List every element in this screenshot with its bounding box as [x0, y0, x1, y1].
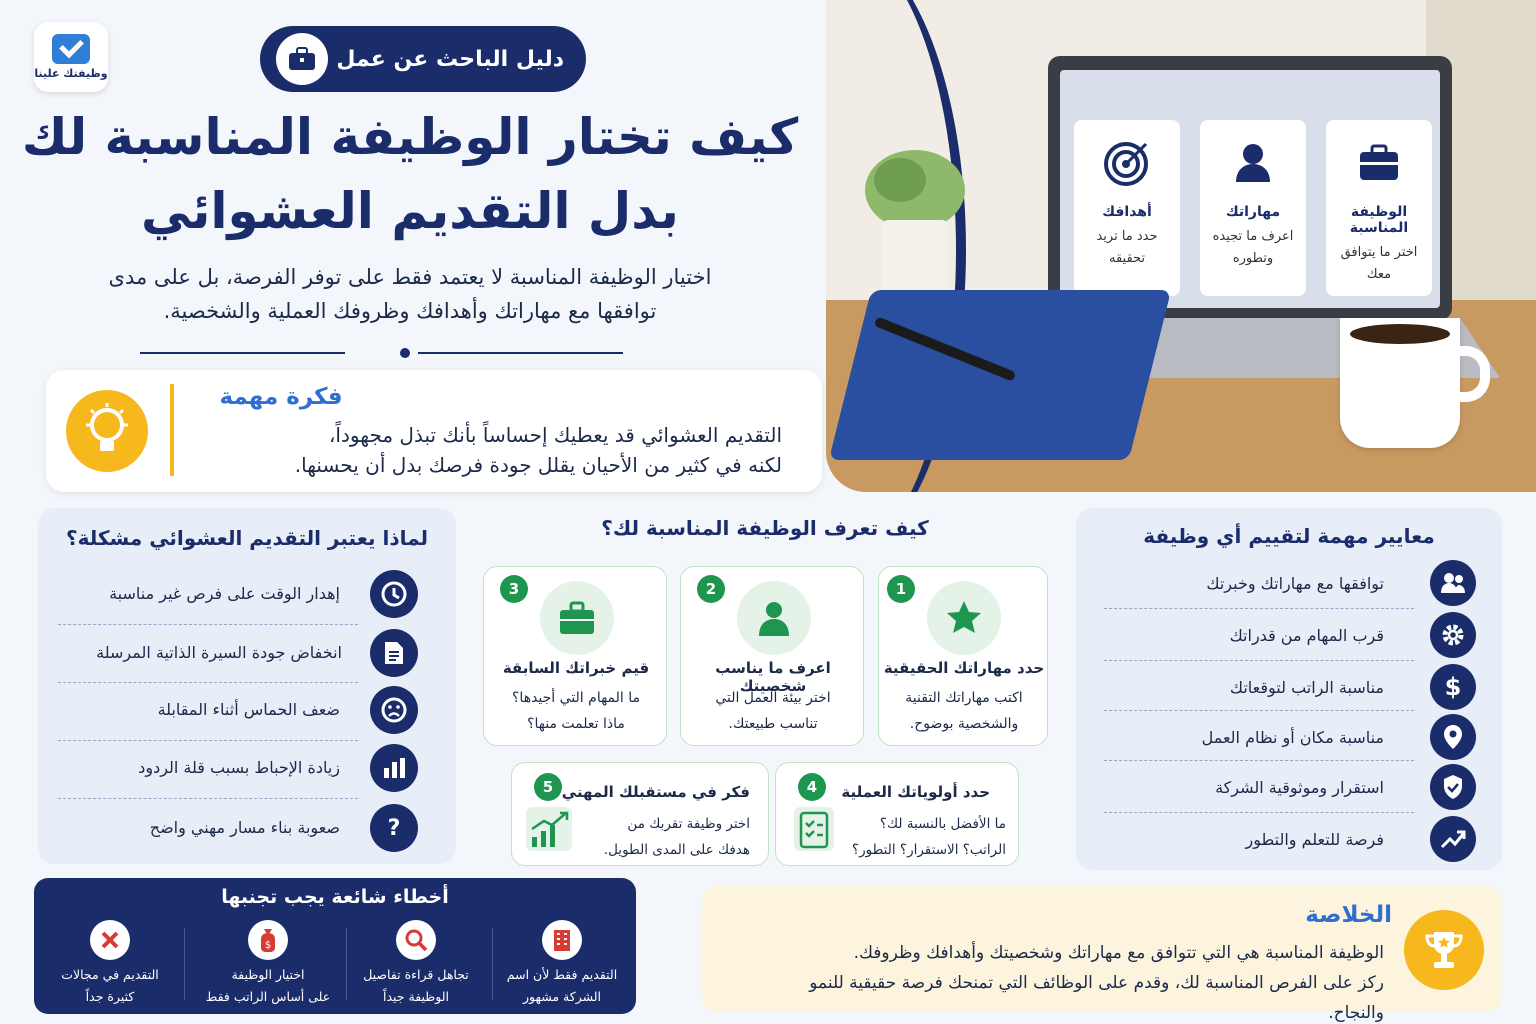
- magnifier-icon: [396, 920, 436, 960]
- money-bag-icon: [248, 920, 288, 960]
- bar-chart-icon: [370, 744, 418, 792]
- list-item: فرصة للتعلم والتطور: [1245, 830, 1384, 849]
- growth-chart-icon: [526, 807, 572, 851]
- checkmark-icon: [52, 34, 90, 64]
- page-title: كيف تختار الوظيفة المناسبة لك: [21, 108, 799, 166]
- gear-icon: [1430, 612, 1476, 658]
- mistake-item: التقديم فقط لأن اسم الشركة مشهور: [492, 920, 632, 1008]
- mistake-item: التقديم في مجالات كثيرة جداً: [40, 920, 180, 1008]
- briefcase-icon: [276, 33, 328, 85]
- briefcase-icon: [1354, 138, 1404, 188]
- list-item: صعوبة بناء مسار مهني واضح: [149, 818, 340, 837]
- clock-icon: [370, 570, 418, 618]
- step-number: 5: [534, 773, 562, 801]
- logo[interactable]: وظيفتك علينا: [34, 22, 108, 92]
- list-item: ضعف الحماس أثناء المقابلة: [157, 700, 340, 719]
- idea-text: التقديم العشوائي قد يعطيك إحساساً بأنك تبذل مجهوداً، لكنه في كثير من الأحيان يقلل جودة فرصك بدل أن يحسنها.: [294, 423, 782, 477]
- location-pin-icon: [1430, 714, 1476, 760]
- guide-badge-label: دليل الباحث عن عمل: [336, 46, 564, 72]
- screen-card: الوظيفة المناسبة اختر ما يتوافق معك: [1326, 120, 1432, 296]
- step-number: 2: [697, 575, 725, 603]
- step-card: 3 قيم خبراتك السابقة ما المهام التي أجيدها؟ ماذا تعلمت منها؟: [483, 566, 667, 746]
- screen-card: مهاراتك اعرف ما تجيده وتطوره: [1200, 120, 1306, 296]
- step-card: 5 فكر في مستقبلك المهني اختر وظيفة تقربك من هدفك على المدى الطويل.: [511, 762, 769, 866]
- lightbulb-icon: [66, 390, 148, 472]
- list-item: مناسبة الراتب لتوقعاتك: [1229, 678, 1384, 697]
- how-title: كيف تعرف الوظيفة المناسبة لك؟: [601, 516, 929, 540]
- conclusion-card: [702, 886, 1502, 1023]
- conclusion-text: الوظيفة المناسبة هي التي تتوافق مع مهاراتك وشخصيتك وأهدافك وظروفك. ركز على الفرص المناسبة لك، وقدم على الوظائف التي تمنحك فرصة حقيقية للنمو والنجاح.: [809, 943, 1384, 1023]
- list-item: انخفاض جودة السيرة الذاتية المرسلة: [96, 643, 342, 662]
- mistake-item: $ اختيار الوظيفة على أساس الراتب فقط: [198, 920, 338, 1008]
- briefcase-icon: [540, 581, 614, 655]
- criteria-title: معايير مهمة لتقييم أي وظيفة: [1143, 524, 1435, 548]
- shield-check-icon: [1430, 764, 1476, 810]
- plant-image: [860, 150, 970, 310]
- list-item: استقرار وموثوقية الشركة: [1215, 778, 1384, 797]
- screen-card: أهدافك حدد ما تريد تحقيقه: [1074, 120, 1180, 296]
- building-icon: [542, 920, 582, 960]
- step-card: 4 حدد أولوياتك العملية ما الأفضل بالنسبة لك؟ الراتب؟ الاستقرار؟ التطور؟: [775, 762, 1019, 866]
- list-item: قرب المهام من قدراتك: [1229, 626, 1384, 645]
- dollar-icon: $: [1430, 664, 1476, 710]
- step-card: 2 اعرف ما يناسب شخصيتك اختر بيئة العمل التي تناسب طبيعتك.: [680, 566, 864, 746]
- mistakes-title: أخطاء شائعة يجب تجنبها: [221, 886, 449, 908]
- star-icon: [927, 581, 1001, 655]
- step-number: 3: [500, 575, 528, 603]
- page-subtitle: بدل التقديم العشوائي: [141, 182, 679, 240]
- trophy-icon: [1404, 910, 1484, 990]
- list-item: زيادة الإحباط بسبب قلة الردود: [138, 758, 340, 777]
- important-idea-card: [46, 370, 822, 492]
- question-icon: ?: [370, 804, 418, 852]
- why-problem-panel: [38, 508, 456, 864]
- people-icon: [1430, 560, 1476, 606]
- target-icon: [1102, 138, 1152, 188]
- divider: [140, 352, 590, 354]
- idea-title: فكرة مهمة: [219, 384, 343, 410]
- step-card: 1 حدد مهاراتك الحقيقية اكتب مهاراتك التقنية والشخصية بوضوح.: [878, 566, 1048, 746]
- mistakes-panel: [34, 878, 636, 1014]
- document-icon: [370, 629, 418, 677]
- guide-badge: [260, 26, 586, 92]
- person-icon: [737, 581, 811, 655]
- why-title: لماذا يعتبر التقديم العشوائي مشكلة؟: [65, 526, 429, 550]
- x-mark-icon: [90, 920, 130, 960]
- checklist-icon: [794, 807, 834, 851]
- mistake-item: تجاهل قراءة تفاصيل الوظيفة جيداً: [346, 920, 486, 1008]
- person-icon: [1228, 138, 1278, 188]
- svg-text:$: $: [264, 940, 272, 951]
- list-item: توافقها مع مهاراتك وخبرتك: [1206, 574, 1384, 593]
- trend-up-icon: [1430, 816, 1476, 862]
- laptop-screen: [1060, 70, 1440, 308]
- step-number: 1: [887, 575, 915, 603]
- list-item: إهدار الوقت على فرص غير مناسبة: [109, 584, 340, 603]
- list-item: مناسبة مكان أو نظام العمل: [1201, 728, 1384, 747]
- coffee-mug-image: [1340, 318, 1460, 448]
- intro-text: اختيار الوظيفة المناسبة لا يعتمد فقط على توفر الفرصة، بل على مدى توافقها مع مهاراتك وأهدافك وظروفك العملية والشخصية.: [108, 265, 712, 323]
- conclusion-title: الخلاصة: [1305, 902, 1392, 928]
- sad-face-icon: [370, 686, 418, 734]
- step-number: 4: [798, 773, 826, 801]
- criteria-panel: [1076, 508, 1502, 870]
